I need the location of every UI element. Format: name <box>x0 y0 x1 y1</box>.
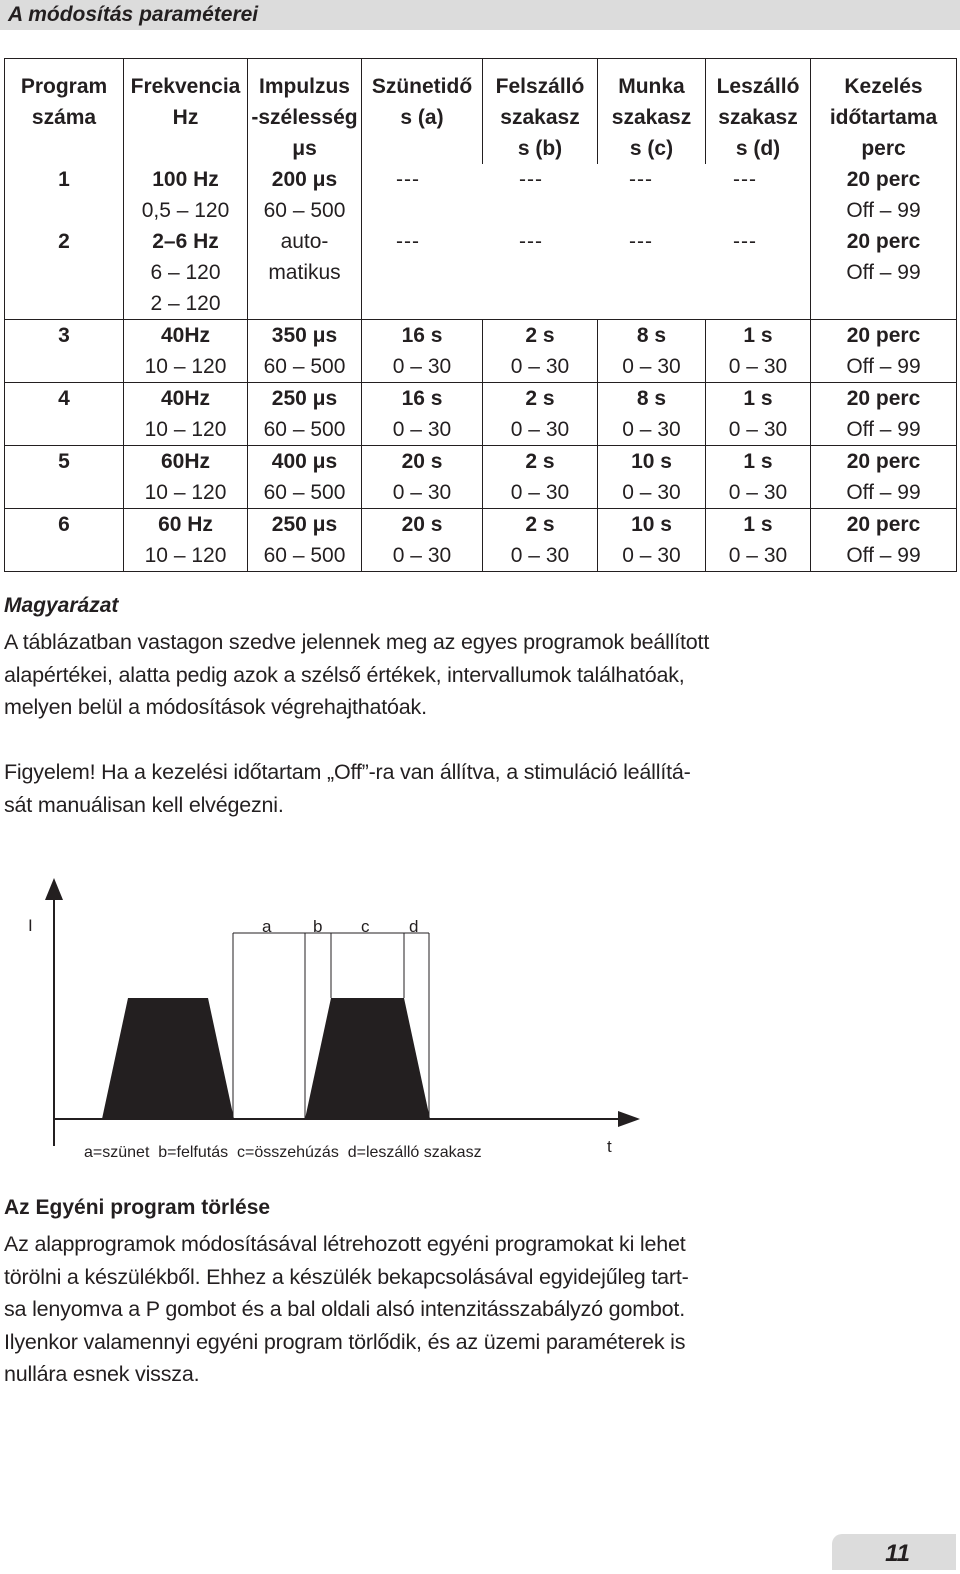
segment-label-d: d <box>409 917 419 936</box>
cell-pause: 20 s 0 – 30 <box>362 446 483 509</box>
cell-rise: 2 s 0 – 30 <box>483 383 598 446</box>
segment-label-a: a <box>262 917 272 936</box>
cell-program: 6 <box>5 509 124 572</box>
y-axis-arrow-icon <box>45 878 63 900</box>
text-line: nullára esnek vissza. <box>4 1362 200 1386</box>
cell-program: 1 <box>5 164 124 226</box>
cell-pulse: 200 μs 60 – 500 <box>248 164 362 226</box>
cell-frequency: 60 Hz 10 – 120 <box>124 509 248 572</box>
text-line: alapértékei, alatta pedig azok a szélső értékek, intervallumok találhatóak, <box>4 662 685 687</box>
segment-label-b: b <box>313 917 323 936</box>
cell-pause: 20 s 0 – 30 <box>362 509 483 572</box>
cell-pause: 16 s 0 – 30 <box>362 383 483 446</box>
text-line: Ilyenkor valamennyi egyéni program törlődik, és az üzemi paraméterek is <box>4 1329 686 1354</box>
cell-program: 2 <box>5 226 124 320</box>
cell-duration: 20 perc Off – 99 <box>811 164 957 226</box>
cell-phases-na: --- --- --- --- <box>362 226 811 320</box>
explanation-paragraph <box>4 626 784 724</box>
text-line: A táblázatban vastagon szedve jelennek meg az egyes programok beállított <box>4 630 710 654</box>
text-line: törölni a készülékből. Ehhez a készülék bekapcsolásával egyidejűleg tart- <box>4 1264 689 1289</box>
cell-fall: 1 s 0 – 30 <box>706 383 811 446</box>
header-duration: Kezelés időtartama perc <box>811 59 957 165</box>
table-row <box>5 320 957 383</box>
cell-duration: 20 perc Off – 99 <box>811 320 957 383</box>
cell-pulse: 250 μs 60 – 500 <box>248 509 362 572</box>
header-program: Program száma <box>5 59 124 165</box>
text-line: sa lenyomva a P gombot és a bal oldali alsó intenzitásszabályzó gombot. <box>4 1297 685 1321</box>
delete-section-heading: Az Egyéni program törlése <box>4 1196 271 1219</box>
table-row <box>5 164 957 226</box>
table-row <box>5 383 957 446</box>
section-title: A módosítás paraméterei <box>0 0 960 30</box>
cell-pulse: 350 μs 60 – 500 <box>248 320 362 383</box>
cell-work: 10 s 0 – 30 <box>598 509 706 572</box>
text-line: sát manuálisan kell elvégezni. <box>4 792 284 817</box>
cell-rise: 2 s 0 – 30 <box>483 509 598 572</box>
cell-frequency: 60Hz 10 – 120 <box>124 446 248 509</box>
y-axis-label: I <box>28 916 33 935</box>
x-axis-arrow-icon <box>618 1111 640 1127</box>
text-line: melyen belül a módosítások végrehajthatóak. <box>4 695 427 719</box>
table-header-row <box>5 59 957 165</box>
pulse-shape <box>305 998 430 1119</box>
cell-program: 5 <box>5 446 124 509</box>
cell-rise: 2 s 0 – 30 <box>483 446 598 509</box>
cell-fall: 1 s 0 – 30 <box>706 320 811 383</box>
page-number: 11 <box>832 1534 956 1570</box>
explanation-heading: Magyarázat <box>4 594 119 617</box>
cell-work: 10 s 0 – 30 <box>598 446 706 509</box>
cell-frequency: 2–6 Hz 6 – 120 2 – 120 <box>124 226 248 320</box>
cell-duration: 20 perc Off – 99 <box>811 383 957 446</box>
cell-fall: 1 s 0 – 30 <box>706 509 811 572</box>
cell-pulse: 250 μs 60 – 500 <box>248 383 362 446</box>
cell-work: 8 s 0 – 30 <box>598 320 706 383</box>
cell-duration: 20 perc Off – 99 <box>811 509 957 572</box>
header-pause: Szünetidő s (a) <box>362 59 483 165</box>
table-row <box>5 226 957 320</box>
cell-program: 3 <box>5 320 124 383</box>
header-frequency: Frekvencia Hz <box>124 59 248 165</box>
header-rise: Felszálló szakasz s (b) <box>483 59 598 165</box>
cell-duration: 20 perc Off – 99 <box>811 226 957 320</box>
cell-program: 4 <box>5 383 124 446</box>
cell-frequency: 100 Hz 0,5 – 120 <box>124 164 248 226</box>
text-line: Figyelem! Ha a kezelési időtartam „Off”-ra van állítva, a stimuláció leállítá- <box>4 760 691 784</box>
table-row <box>5 446 957 509</box>
pulse-shape <box>102 998 234 1119</box>
cell-frequency: 40Hz 10 – 120 <box>124 383 248 446</box>
cell-duration: 20 perc Off – 99 <box>811 446 957 509</box>
table-row <box>5 509 957 572</box>
diagram-legend: a=szünet b=felfutás c=összehúzás d=leszálló szakasz <box>84 1144 482 1161</box>
cell-work: 8 s 0 – 30 <box>598 383 706 446</box>
x-axis-label: t <box>607 1137 612 1156</box>
header-fall: Leszálló szakasz s (d) <box>706 59 811 165</box>
warning-paragraph <box>4 756 784 821</box>
delete-section-paragraph <box>4 1228 784 1391</box>
header-pulse-width: Impulzus -szélesség μs <box>248 59 362 165</box>
text-line: Az alapprogramok módosításával létrehozott egyéni programokat ki lehet <box>4 1232 686 1256</box>
cell-fall: 1 s 0 – 30 <box>706 446 811 509</box>
parameter-table <box>4 58 957 572</box>
cell-pulse: auto- matikus <box>248 226 362 320</box>
header-work: Munka szakasz s (c) <box>598 59 706 165</box>
cell-phases-na: --- --- --- --- <box>362 164 811 226</box>
segment-label-c: c <box>361 917 370 936</box>
cell-frequency: 40Hz 10 – 120 <box>124 320 248 383</box>
cell-rise: 2 s 0 – 30 <box>483 320 598 383</box>
cell-pause: 16 s 0 – 30 <box>362 320 483 383</box>
cell-pulse: 400 μs 60 – 500 <box>248 446 362 509</box>
stimulation-diagram <box>0 870 700 1170</box>
